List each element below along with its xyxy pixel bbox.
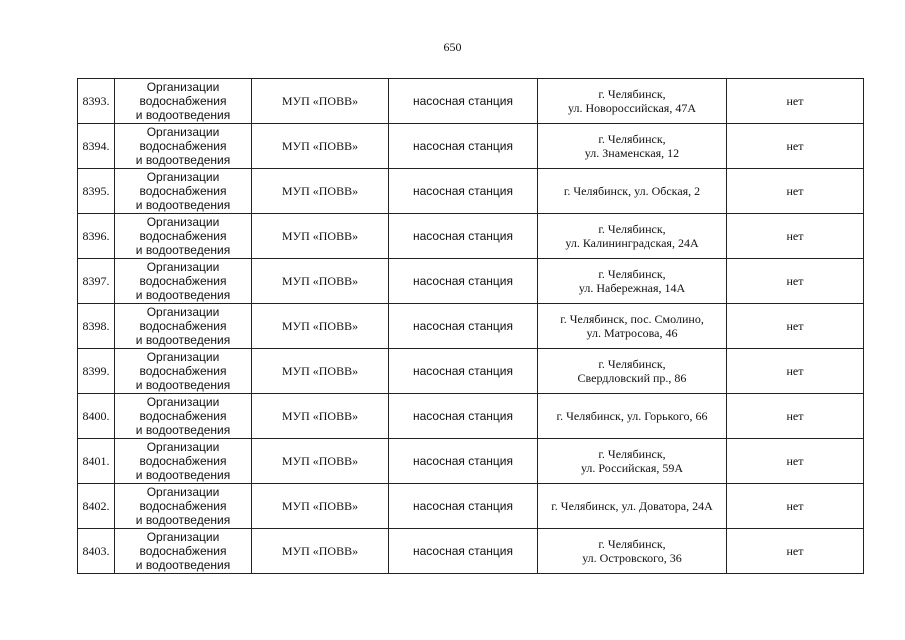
table-row — [78, 259, 864, 304]
operator-name: МУП «ПОВВ» — [252, 169, 389, 214]
row-number: 8400. — [78, 394, 115, 439]
facility-type: насосная станция — [389, 439, 538, 484]
facility-address-line: Свердловский пр., 86 — [577, 371, 687, 385]
table-row — [78, 349, 864, 394]
facility-address-line: ул. Новороссийская, 47А — [568, 101, 696, 115]
organization-category-line: и водоотведения — [135, 378, 231, 392]
organization-category-line: водоснабжения — [139, 139, 227, 153]
registry-table-body — [78, 79, 864, 574]
organization-category-line: водоснабжения — [139, 229, 227, 243]
organization-category-line: водоснабжения — [139, 454, 227, 468]
facility-type: насосная станция — [389, 214, 538, 259]
row-number: 8394. — [78, 124, 115, 169]
facility-address — [538, 529, 727, 574]
table-row — [78, 529, 864, 574]
organization-category — [115, 169, 252, 214]
facility-type: насосная станция — [389, 169, 538, 214]
row-number: 8402. — [78, 484, 115, 529]
organization-category-line: водоснабжения — [139, 364, 227, 378]
organization-category-line: водоснабжения — [139, 274, 227, 288]
facility-address-line: ул. Набережная, 14А — [578, 281, 686, 295]
organization-category-line: и водоотведения — [135, 153, 231, 167]
organization-category-line: и водоотведения — [135, 468, 231, 482]
organization-category-line: и водоотведения — [135, 288, 231, 302]
organization-category-line: и водоотведения — [135, 108, 231, 122]
organization-category-line: Организации — [146, 260, 220, 274]
facility-address-line: ул. Знаменская, 12 — [584, 146, 680, 160]
table-row — [78, 214, 864, 259]
facility-type: насосная станция — [389, 484, 538, 529]
note-value: нет — [727, 439, 864, 484]
organization-category-line: Организации — [146, 305, 220, 319]
row-number: 8397. — [78, 259, 115, 304]
facility-address-line: ул. Матросова, 46 — [586, 326, 678, 340]
organization-category — [115, 304, 252, 349]
operator-name: МУП «ПОВВ» — [252, 394, 389, 439]
facility-type: насосная станция — [389, 259, 538, 304]
facility-address — [538, 349, 727, 394]
operator-name: МУП «ПОВВ» — [252, 214, 389, 259]
facility-address-line: г. Челябинск, — [598, 222, 666, 236]
organization-category-line: водоснабжения — [139, 499, 227, 513]
organization-category-line: водоснабжения — [139, 544, 227, 558]
organization-category-line: Организации — [146, 215, 220, 229]
note-value: нет — [727, 349, 864, 394]
note-value: нет — [727, 79, 864, 124]
table-row — [78, 304, 864, 349]
organization-category — [115, 124, 252, 169]
facility-address — [538, 214, 727, 259]
facility-address-line: г. Челябинск, — [598, 87, 666, 101]
organization-category-line: и водоотведения — [135, 198, 231, 212]
facility-address-line: г. Челябинск, ул. Доватора, 24А — [551, 499, 713, 513]
facility-type: насосная станция — [389, 304, 538, 349]
facility-type: насосная станция — [389, 124, 538, 169]
table-row — [78, 79, 864, 124]
facility-address-line: г. Челябинск, — [598, 447, 666, 461]
operator-name: МУП «ПОВВ» — [252, 484, 389, 529]
facility-address — [538, 439, 727, 484]
organization-category-line: Организации — [146, 80, 220, 94]
organization-category-line: и водоотведения — [135, 423, 231, 437]
organization-category-line: Организации — [146, 350, 220, 364]
organization-category-line: водоснабжения — [139, 319, 227, 333]
facility-address-line: ул. Островского, 36 — [582, 551, 682, 565]
operator-name: МУП «ПОВВ» — [252, 304, 389, 349]
organization-category — [115, 394, 252, 439]
note-value: нет — [727, 214, 864, 259]
organization-category-line: и водоотведения — [135, 513, 231, 527]
organization-category-line: и водоотведения — [135, 558, 231, 572]
note-value: нет — [727, 484, 864, 529]
organization-category-line: водоснабжения — [139, 409, 227, 423]
organization-category-line: и водоотведения — [135, 243, 231, 257]
organization-category — [115, 214, 252, 259]
organization-category — [115, 259, 252, 304]
facility-type: насосная станция — [389, 79, 538, 124]
facility-address-line: ул. Российская, 59А — [580, 461, 684, 475]
row-number: 8395. — [78, 169, 115, 214]
table-row — [78, 169, 864, 214]
operator-name: МУП «ПОВВ» — [252, 259, 389, 304]
organization-category — [115, 484, 252, 529]
facility-address — [538, 169, 727, 214]
facility-address — [538, 394, 727, 439]
organization-category-line: Организации — [146, 440, 220, 454]
organization-category-line: водоснабжения — [139, 94, 227, 108]
facility-address-line: г. Челябинск, — [598, 132, 666, 146]
facility-address-line: г. Челябинск, ул. Обская, 2 — [563, 184, 701, 198]
note-value: нет — [727, 529, 864, 574]
facility-address — [538, 484, 727, 529]
facility-type: насосная станция — [389, 394, 538, 439]
note-value: нет — [727, 124, 864, 169]
facility-address — [538, 124, 727, 169]
row-number: 8393. — [78, 79, 115, 124]
note-value: нет — [727, 394, 864, 439]
organization-category — [115, 529, 252, 574]
organization-category-line: и водоотведения — [135, 333, 231, 347]
row-number: 8396. — [78, 214, 115, 259]
facility-address-line: г. Челябинск, ул. Горького, 66 — [556, 409, 708, 423]
organization-category-line: Организации — [146, 170, 220, 184]
organization-category — [115, 349, 252, 394]
note-value: нет — [727, 304, 864, 349]
facility-address-line: г. Челябинск, — [598, 267, 666, 281]
organization-category-line: Организации — [146, 125, 220, 139]
facility-address — [538, 79, 727, 124]
page-number: 650 — [443, 40, 462, 54]
table-row — [78, 484, 864, 529]
operator-name: МУП «ПОВВ» — [252, 124, 389, 169]
facility-type: насосная станция — [389, 349, 538, 394]
table-row — [78, 439, 864, 484]
registry-table — [77, 78, 864, 574]
table-row — [78, 124, 864, 169]
operator-name: МУП «ПОВВ» — [252, 349, 389, 394]
table-row — [78, 394, 864, 439]
organization-category — [115, 79, 252, 124]
row-number: 8401. — [78, 439, 115, 484]
facility-address-line: г. Челябинск, — [598, 537, 666, 551]
row-number: 8399. — [78, 349, 115, 394]
organization-category-line: Организации — [146, 485, 220, 499]
operator-name: МУП «ПОВВ» — [252, 439, 389, 484]
facility-address-line: г. Челябинск, — [598, 357, 666, 371]
facility-address — [538, 304, 727, 349]
row-number: 8403. — [78, 529, 115, 574]
operator-name: МУП «ПОВВ» — [252, 529, 389, 574]
note-value: нет — [727, 169, 864, 214]
organization-category-line: водоснабжения — [139, 184, 227, 198]
facility-type: насосная станция — [389, 529, 538, 574]
facility-address-line: ул. Калининградская, 24А — [565, 236, 699, 250]
operator-name: МУП «ПОВВ» — [252, 79, 389, 124]
organization-category-line: Организации — [146, 530, 220, 544]
organization-category — [115, 439, 252, 484]
row-number: 8398. — [78, 304, 115, 349]
facility-address — [538, 259, 727, 304]
organization-category-line: Организации — [146, 395, 220, 409]
facility-address-line: г. Челябинск, пос. Смолино, — [560, 312, 704, 326]
note-value: нет — [727, 259, 864, 304]
